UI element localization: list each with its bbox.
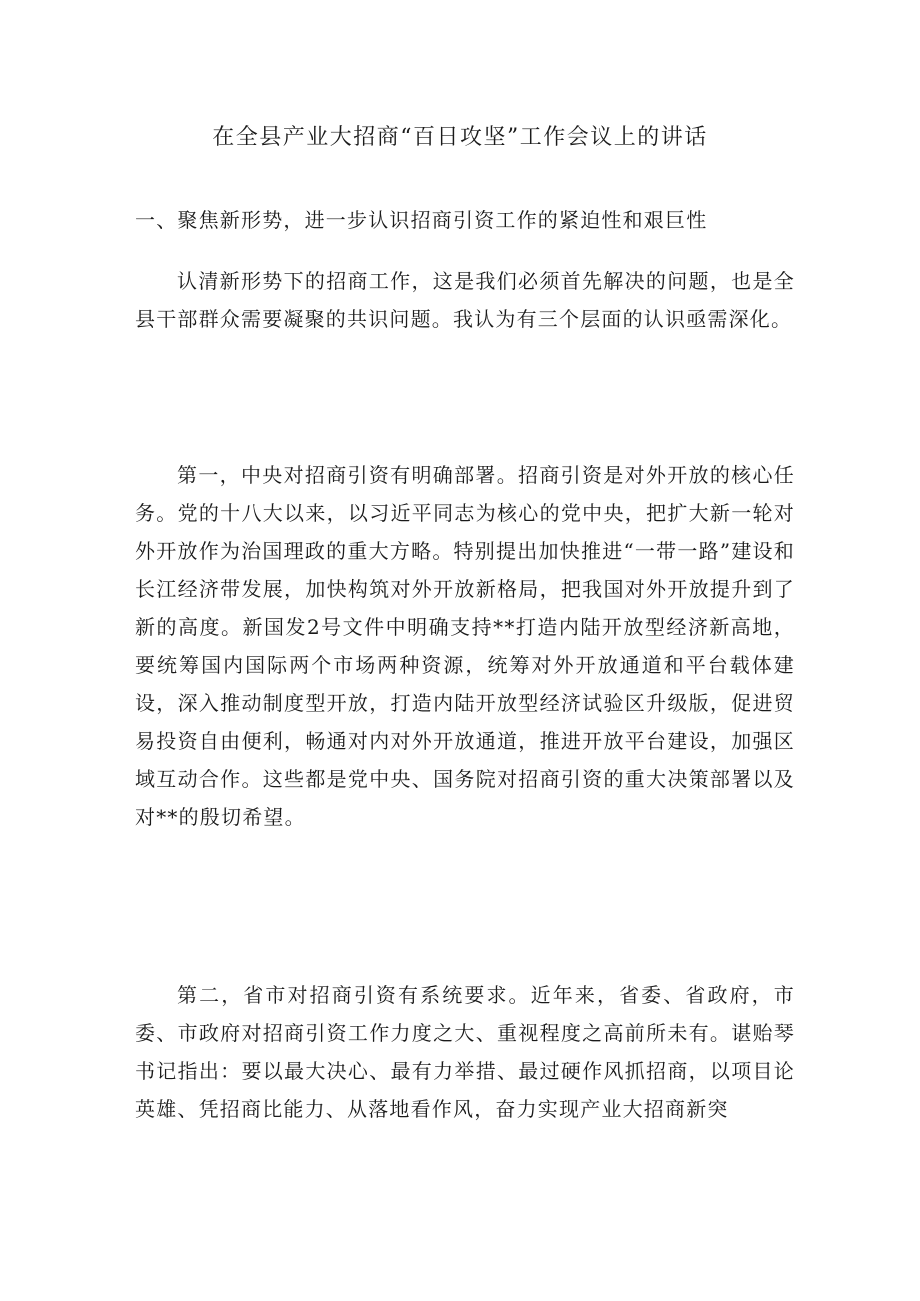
paragraph-second-point: 第二，省市对招商引资有系统要求。近年来，省委、省政府，市委、市政府对招商引资工作力度之大、重视程度之高前所未有。谌贻琴书记指出：要以最大决心、最有力举措、最过硬作风抓招商，以项目论英雄、凭招商比能力、从落地看作风，奋力实现产业大招商新突 (135, 983, 795, 1121)
document-title: 在全县产业大招商“百日攻坚”工作会议上的讲话 (212, 125, 708, 150)
paragraph-intro: 认清新形势下的招商工作，这是我们必须首先解决的问题，也是全县干部群众需要凝聚的共识问题。我认为有三个层面的认识亟需深化。 (135, 269, 795, 331)
section-heading: 一、聚焦新形势，进一步认识招商引资工作的紧迫性和艰巨性 (135, 208, 708, 232)
paragraph-first-point: 第一，中央对招商引资有明确部署。招商引资是对外开放的核心任务。党的十八大以来，以习近平同志为核心的党中央，把扩大新一轮对外开放作为治国理政的重大方略。特别提出加快推进“一带一路”建设和长江经济带发展，加快构筑对外开放新格局，把我国对外开放提升到了新的高度。新国发2号文件中明确支持**打造内陆开放型经济新高地，要统筹国内国际两个市场两种资源，统筹对外开放通道和平台载体建设，深入推动制度型开放，打造内陆开放型经济试验区升级版，促进贸易投资自由便利，畅通对内对外开放通道，推进开放平台建设，加强区域互动合作。这些都是党中央、国务院对招商引资的重大决策部署以及对**的殷切希望。 (135, 463, 795, 829)
